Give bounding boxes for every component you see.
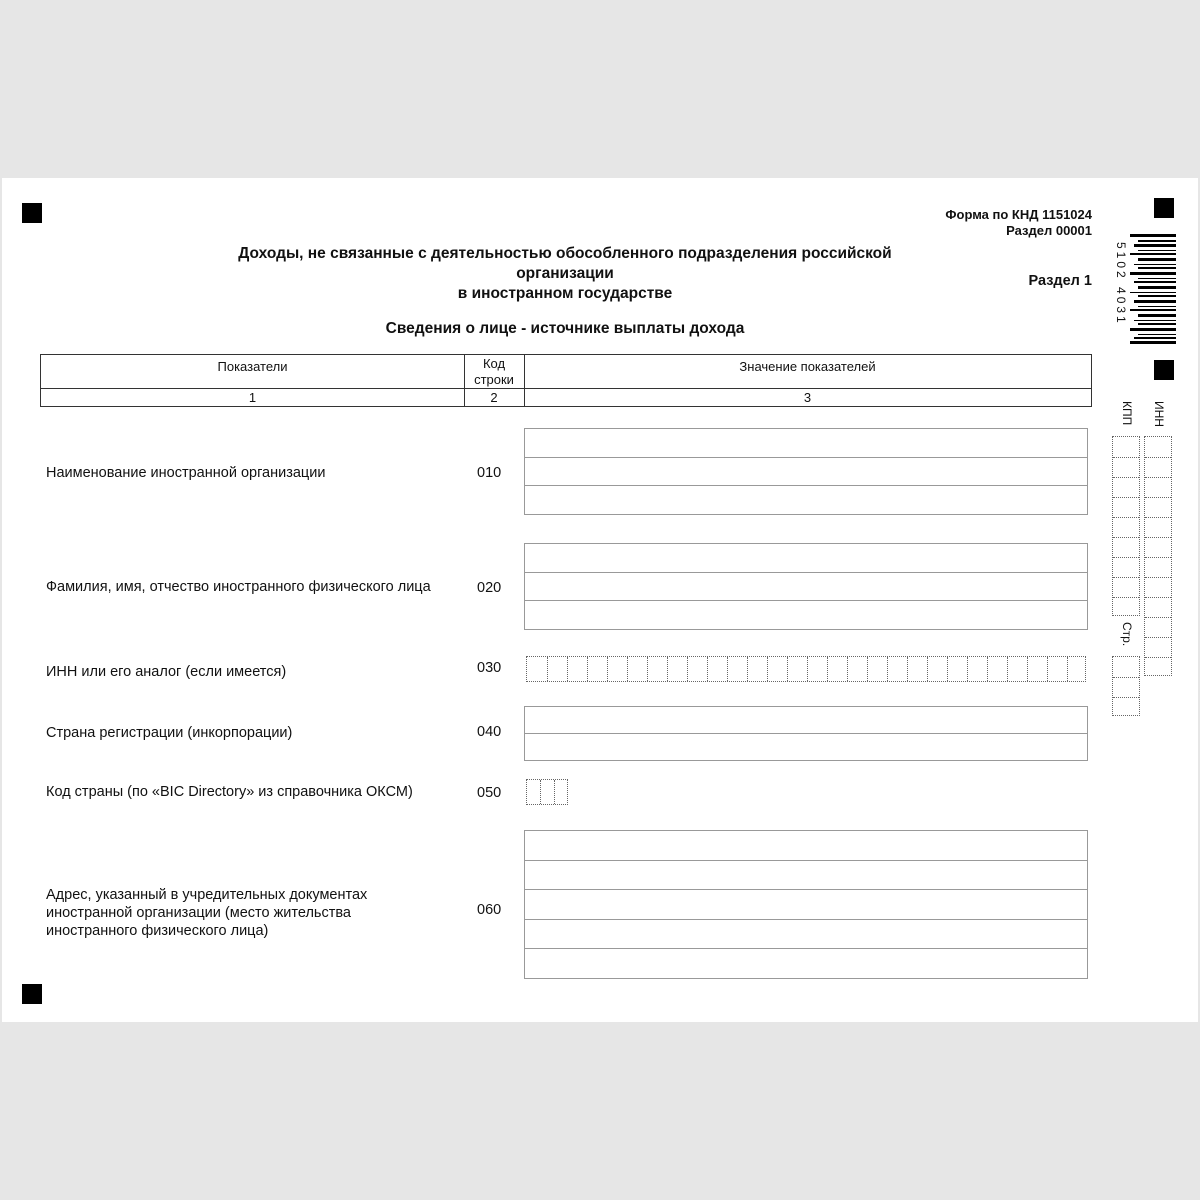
- row-label: Код страны (по «BIC Directory» из справочника ОКСМ): [46, 784, 413, 800]
- table-header: [40, 354, 1092, 407]
- row-label: ИНН или его аналог (если имеется): [46, 664, 287, 680]
- registration-marker: [22, 984, 42, 1004]
- row-code: 030: [477, 660, 502, 676]
- barcode-number: 5102 4031: [1114, 242, 1128, 326]
- row-code: 040: [477, 724, 502, 740]
- row-code: 010: [477, 465, 502, 481]
- tin-or-analog-field[interactable]: [526, 656, 1086, 682]
- form-subtitle: Сведения о лице - источнике выплаты дохода: [385, 320, 745, 337]
- row-label: Фамилия, имя, отчество иностранного физического лица: [46, 579, 431, 595]
- kpp-field[interactable]: [1112, 436, 1140, 616]
- foreign-organization-name-field[interactable]: [524, 428, 1088, 515]
- column-header-code: [464, 356, 524, 388]
- column-number: 3: [803, 390, 812, 405]
- row-label-line: иностранной организации (место жительства: [46, 905, 351, 921]
- page-number-field[interactable]: [1112, 656, 1140, 716]
- registration-marker: [22, 203, 42, 223]
- row-code: 050: [477, 785, 502, 801]
- form-sheet: [2, 178, 1198, 1022]
- column-header-indicators: Показатели: [217, 359, 288, 374]
- foreign-person-full-name-field[interactable]: [524, 543, 1088, 630]
- registration-marker: [1154, 360, 1174, 380]
- column-number: 2: [490, 390, 498, 405]
- column-header-code-line: строки: [474, 372, 514, 387]
- row-label: Наименование иностранной организации: [46, 465, 326, 481]
- country-code-field[interactable]: [526, 779, 568, 805]
- form-knd-label: Форма по КНД 1151024: [945, 207, 1092, 222]
- column-number: 1: [248, 390, 257, 405]
- country-of-registration-field[interactable]: [524, 706, 1088, 761]
- barcode: [1130, 234, 1176, 344]
- form-title-line: Доходы, не связанные с деятельностью обособленного подразделения российской: [238, 245, 892, 262]
- form-title: [42, 244, 1088, 304]
- row-label: Страна регистрации (инкорпорации): [46, 725, 293, 741]
- section-label: Раздел 1: [1028, 273, 1092, 289]
- form-title-line: в иностранном государстве: [457, 285, 673, 302]
- kpp-label: КПП: [1120, 401, 1134, 426]
- section-code: Раздел 00001: [1006, 223, 1092, 238]
- page-label: Стр.: [1120, 622, 1134, 647]
- row-code: 060: [477, 902, 502, 918]
- column-header-values: Значение показателей: [739, 359, 876, 374]
- inn-label: ИНН: [1152, 401, 1166, 427]
- row-label: [46, 886, 367, 940]
- row-label-line: иностранного физического лица): [46, 923, 269, 939]
- row-label-line: Адрес, указанный в учредительных документах: [46, 887, 368, 903]
- registration-marker: [1154, 198, 1174, 218]
- form-title-line: организации: [516, 265, 614, 282]
- column-header-code-line: Код: [482, 356, 506, 371]
- address-field[interactable]: [524, 830, 1088, 979]
- inn-field[interactable]: [1144, 436, 1172, 676]
- row-code: 020: [477, 580, 502, 596]
